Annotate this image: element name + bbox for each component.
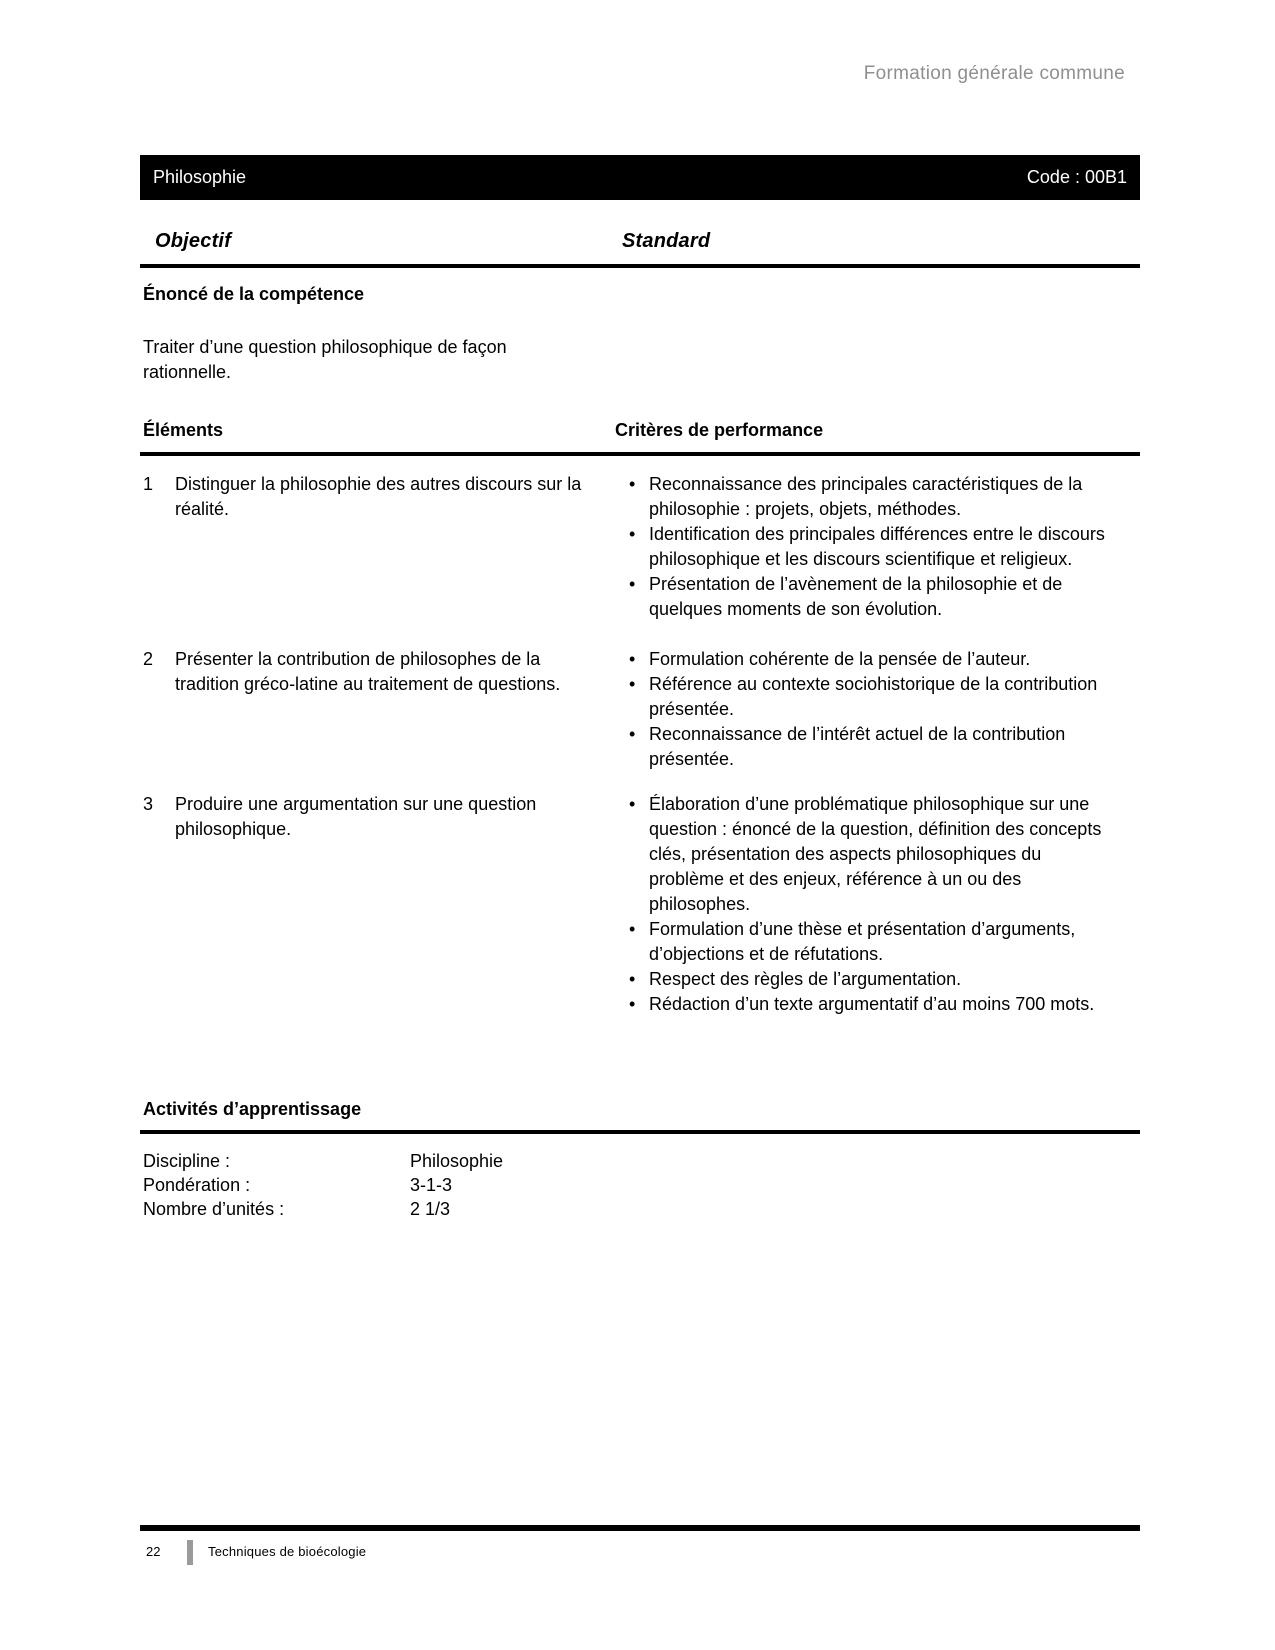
criteria-cell bbox=[615, 472, 1140, 622]
page-footer bbox=[140, 1540, 1140, 1570]
bullet-icon: • bbox=[629, 994, 636, 1014]
criterion-text: Rédaction d’un texte argumentatif d’au moins 700 mots. bbox=[649, 994, 1095, 1014]
page-number: 22 bbox=[146, 1544, 161, 1559]
bullet-icon: • bbox=[629, 794, 636, 814]
objectif-standard-header-row bbox=[140, 230, 1140, 260]
criterion-item bbox=[615, 672, 1140, 722]
field-label: Discipline : bbox=[143, 1151, 231, 1171]
table-header-row bbox=[140, 420, 1140, 446]
criterion-item bbox=[615, 792, 1140, 917]
criterion-item bbox=[615, 917, 1140, 967]
competence-statement: Traiter d’une question philosophique de façon rationnelle. bbox=[143, 337, 507, 382]
element-cell bbox=[140, 647, 615, 697]
bullet-icon: • bbox=[629, 524, 636, 544]
element-cell bbox=[140, 792, 615, 842]
footer-rule bbox=[140, 1525, 1140, 1531]
field-label: Pondération : bbox=[143, 1175, 251, 1195]
criterion-item bbox=[615, 992, 1140, 1017]
bullet-icon: • bbox=[629, 724, 636, 744]
activities-fields bbox=[143, 1149, 843, 1221]
element-number: 1 bbox=[143, 474, 154, 494]
table-row bbox=[140, 792, 1140, 1017]
criterion-item bbox=[615, 967, 1140, 992]
divider-rule bbox=[140, 452, 1140, 456]
criterion-text: Référence au contexte sociohistorique de la contribution présentée. bbox=[649, 674, 1098, 719]
criterion-text: Formulation cohérente de la pensée de l’auteur. bbox=[649, 649, 1031, 669]
footer-program-name: Techniques de bioécologie bbox=[208, 1544, 367, 1559]
divider-rule bbox=[140, 1130, 1140, 1134]
running-header: Formation générale commune bbox=[863, 63, 1125, 84]
criterion-text: Présentation de l’avènement de la philosophie et de quelques moments de son évolution. bbox=[649, 574, 1063, 619]
table-row bbox=[140, 472, 1140, 622]
element-cell bbox=[140, 472, 615, 522]
bullet-icon: • bbox=[629, 919, 636, 939]
criteria-column-header: Critères de performance bbox=[615, 420, 824, 440]
criterion-text: Identification des principales différences entre le discours philosophique et les discours scientifique et religieux. bbox=[649, 524, 1105, 569]
field-label: Nombre d’unités : bbox=[143, 1199, 285, 1219]
criteria-cell bbox=[615, 792, 1140, 1017]
bullet-icon: • bbox=[629, 674, 636, 694]
course-title: Philosophie bbox=[153, 167, 247, 187]
field-value: 2 1/3 bbox=[410, 1199, 451, 1219]
element-text: Produire une argumentation sur une question philosophique. bbox=[175, 794, 537, 839]
criteria-table bbox=[140, 472, 1140, 1017]
field-value: Philosophie bbox=[410, 1151, 504, 1171]
element-number: 3 bbox=[143, 794, 154, 814]
standard-header: Standard bbox=[622, 230, 711, 252]
footer-divider-bar bbox=[187, 1540, 193, 1565]
bullet-icon: • bbox=[629, 649, 636, 669]
bullet-icon: • bbox=[629, 474, 636, 494]
activities-heading: Activités d’apprentissage bbox=[143, 1099, 362, 1119]
bullet-icon: • bbox=[629, 574, 636, 594]
objectif-header: Objectif bbox=[155, 230, 232, 252]
criterion-text: Élaboration d’une problématique philosophique sur une question : énoncé de la question, définition des concepts clés, présentation des aspects philosophiques du problème et des enjeux, référence à un ou des philosophes. bbox=[649, 794, 1102, 914]
element-number: 2 bbox=[143, 649, 154, 669]
criteria-cell bbox=[615, 647, 1140, 772]
criterion-item bbox=[615, 647, 1140, 672]
field-row bbox=[143, 1173, 843, 1197]
criterion-text: Formulation d’une thèse et présentation d’arguments, d’objections et de réfutations. bbox=[649, 919, 1076, 964]
criterion-item bbox=[615, 722, 1140, 772]
field-row bbox=[143, 1197, 843, 1221]
bullet-icon: • bbox=[629, 969, 636, 989]
criterion-item bbox=[615, 522, 1140, 572]
criterion-item bbox=[615, 572, 1140, 622]
element-text: Présenter la contribution de philosophes de la tradition gréco-latine au traitement de questions. bbox=[175, 649, 561, 694]
element-text: Distinguer la philosophie des autres discours sur la réalité. bbox=[175, 474, 582, 519]
field-row bbox=[143, 1149, 843, 1173]
course-code: Code : 00B1 bbox=[1026, 167, 1127, 187]
course-title-bar bbox=[140, 155, 1140, 200]
table-row bbox=[140, 647, 1140, 772]
field-value: 3-1-3 bbox=[410, 1175, 453, 1195]
criterion-text: Reconnaissance de l’intérêt actuel de la contribution présentée. bbox=[649, 724, 1066, 769]
divider-rule bbox=[140, 264, 1140, 268]
criterion-text: Reconnaissance des principales caractéristiques de la philosophie : projets, objets, méthodes. bbox=[649, 474, 1083, 519]
competence-heading: Énoncé de la compétence bbox=[143, 284, 365, 304]
criterion-item bbox=[615, 472, 1140, 522]
criterion-text: Respect des règles de l’argumentation. bbox=[649, 969, 962, 989]
elements-column-header: Éléments bbox=[143, 420, 224, 440]
